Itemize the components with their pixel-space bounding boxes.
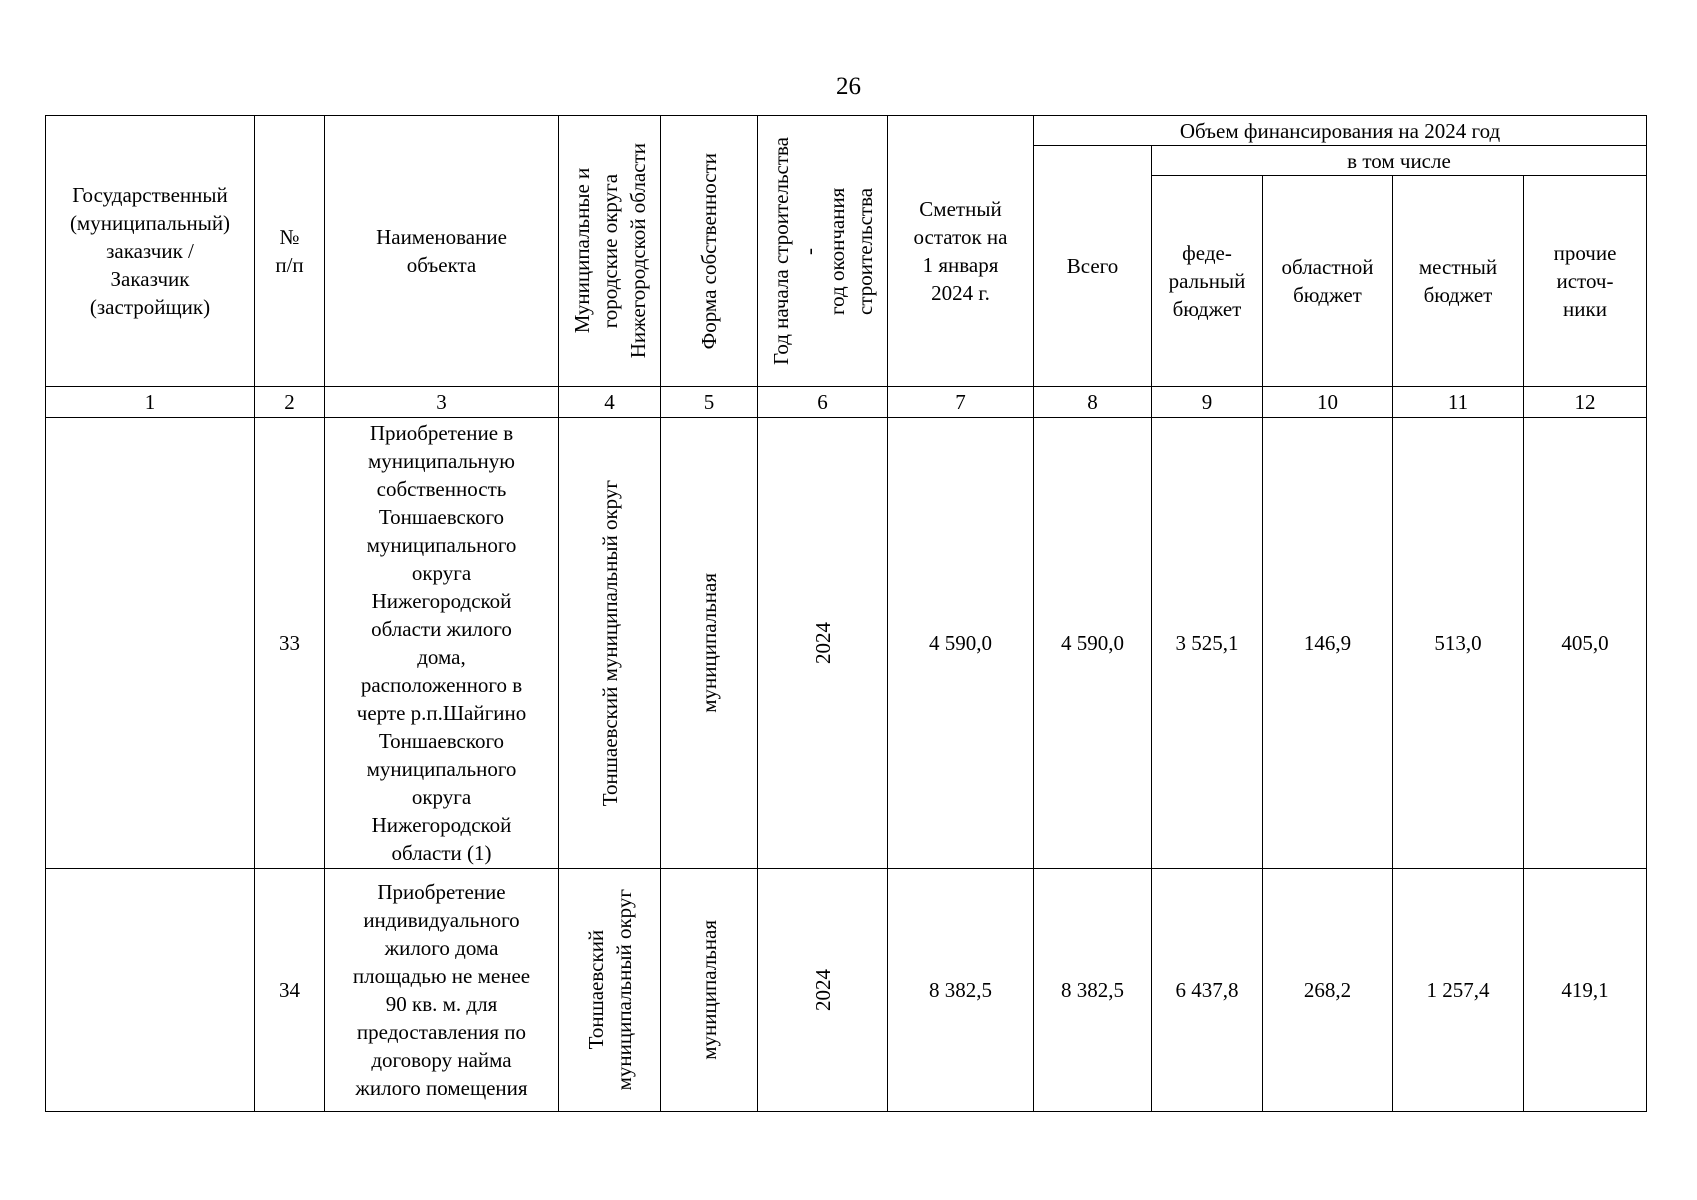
header-years: Год начала строительства - год окончания строительства (758, 116, 888, 387)
column-number: 11 (1393, 387, 1524, 418)
object-name-cell: Приобретение в муниципальную собственность Тоншаевского муниципального округа Нижегородской области жилого дома, расположенного в черте р.п.Шайгино Тоншаевского муниципального округа Нижегородской области (1) (325, 418, 559, 869)
column-number: 10 (1263, 387, 1393, 418)
column-number: 8 (1034, 387, 1152, 418)
customer-cell (46, 869, 255, 1112)
table-row (46, 418, 1647, 869)
column-number: 6 (758, 387, 888, 418)
header-federal: феде- ральный бюджет (1152, 176, 1263, 387)
years-cell: 2024 (758, 418, 888, 869)
column-number: 7 (888, 387, 1034, 418)
customer-cell (46, 418, 255, 869)
district-cell: Тоншаевский муниципальный округ (559, 869, 661, 1112)
total-cell: 8 382,5 (1034, 869, 1152, 1112)
local-cell: 1 257,4 (1393, 869, 1524, 1112)
header-object-name: Наименование объекта (325, 116, 559, 387)
total-cell: 4 590,0 (1034, 418, 1152, 869)
header-ownership: Форма собственности (661, 116, 758, 387)
column-number: 12 (1524, 387, 1647, 418)
other-cell: 419,1 (1524, 869, 1647, 1112)
column-number: 3 (325, 387, 559, 418)
balance-cell: 8 382,5 (888, 869, 1034, 1112)
column-number: 2 (255, 387, 325, 418)
column-number: 1 (46, 387, 255, 418)
row-number: 34 (255, 869, 325, 1112)
district-cell: Тоншаевский муниципальный округ (559, 418, 661, 869)
column-numbers-row (46, 387, 1647, 418)
federal-cell: 6 437,8 (1152, 869, 1263, 1112)
table-row (46, 869, 1647, 1112)
column-number: 5 (661, 387, 758, 418)
header-number: № п/п (255, 116, 325, 387)
local-cell: 513,0 (1393, 418, 1524, 869)
regional-cell: 268,2 (1263, 869, 1393, 1112)
header-other: прочие источ- ники (1524, 176, 1647, 387)
balance-cell: 4 590,0 (888, 418, 1034, 869)
regional-cell: 146,9 (1263, 418, 1393, 869)
header-district: Муниципальные и городские округа Нижегородской области (559, 116, 661, 387)
header-total: Всего (1034, 146, 1152, 387)
years-cell: 2024 (758, 869, 888, 1112)
column-number: 4 (559, 387, 661, 418)
header-local: местный бюджет (1393, 176, 1524, 387)
row-number: 33 (255, 418, 325, 869)
ownership-cell: муниципальная (661, 418, 758, 869)
federal-cell: 3 525,1 (1152, 418, 1263, 869)
financing-table (45, 115, 1647, 1112)
page-number: 26 (836, 73, 861, 100)
header-including: в том числе (1152, 146, 1647, 176)
other-cell: 405,0 (1524, 418, 1647, 869)
header-funding-title: Объем финансирования на 2024 год (1034, 116, 1647, 146)
column-number: 9 (1152, 387, 1263, 418)
ownership-cell: муниципальная (661, 869, 758, 1112)
header-customer: Государственный (муниципальный) заказчик / Заказчик (застройщик) (46, 116, 255, 387)
header-balance: Сметный остаток на 1 января 2024 г. (888, 116, 1034, 387)
header-regional: областной бюджет (1263, 176, 1393, 387)
object-name-cell: Приобретение индивидуального жилого дома площадью не менее 90 кв. м. для предоставления по договору найма жилого помещения (325, 869, 559, 1112)
